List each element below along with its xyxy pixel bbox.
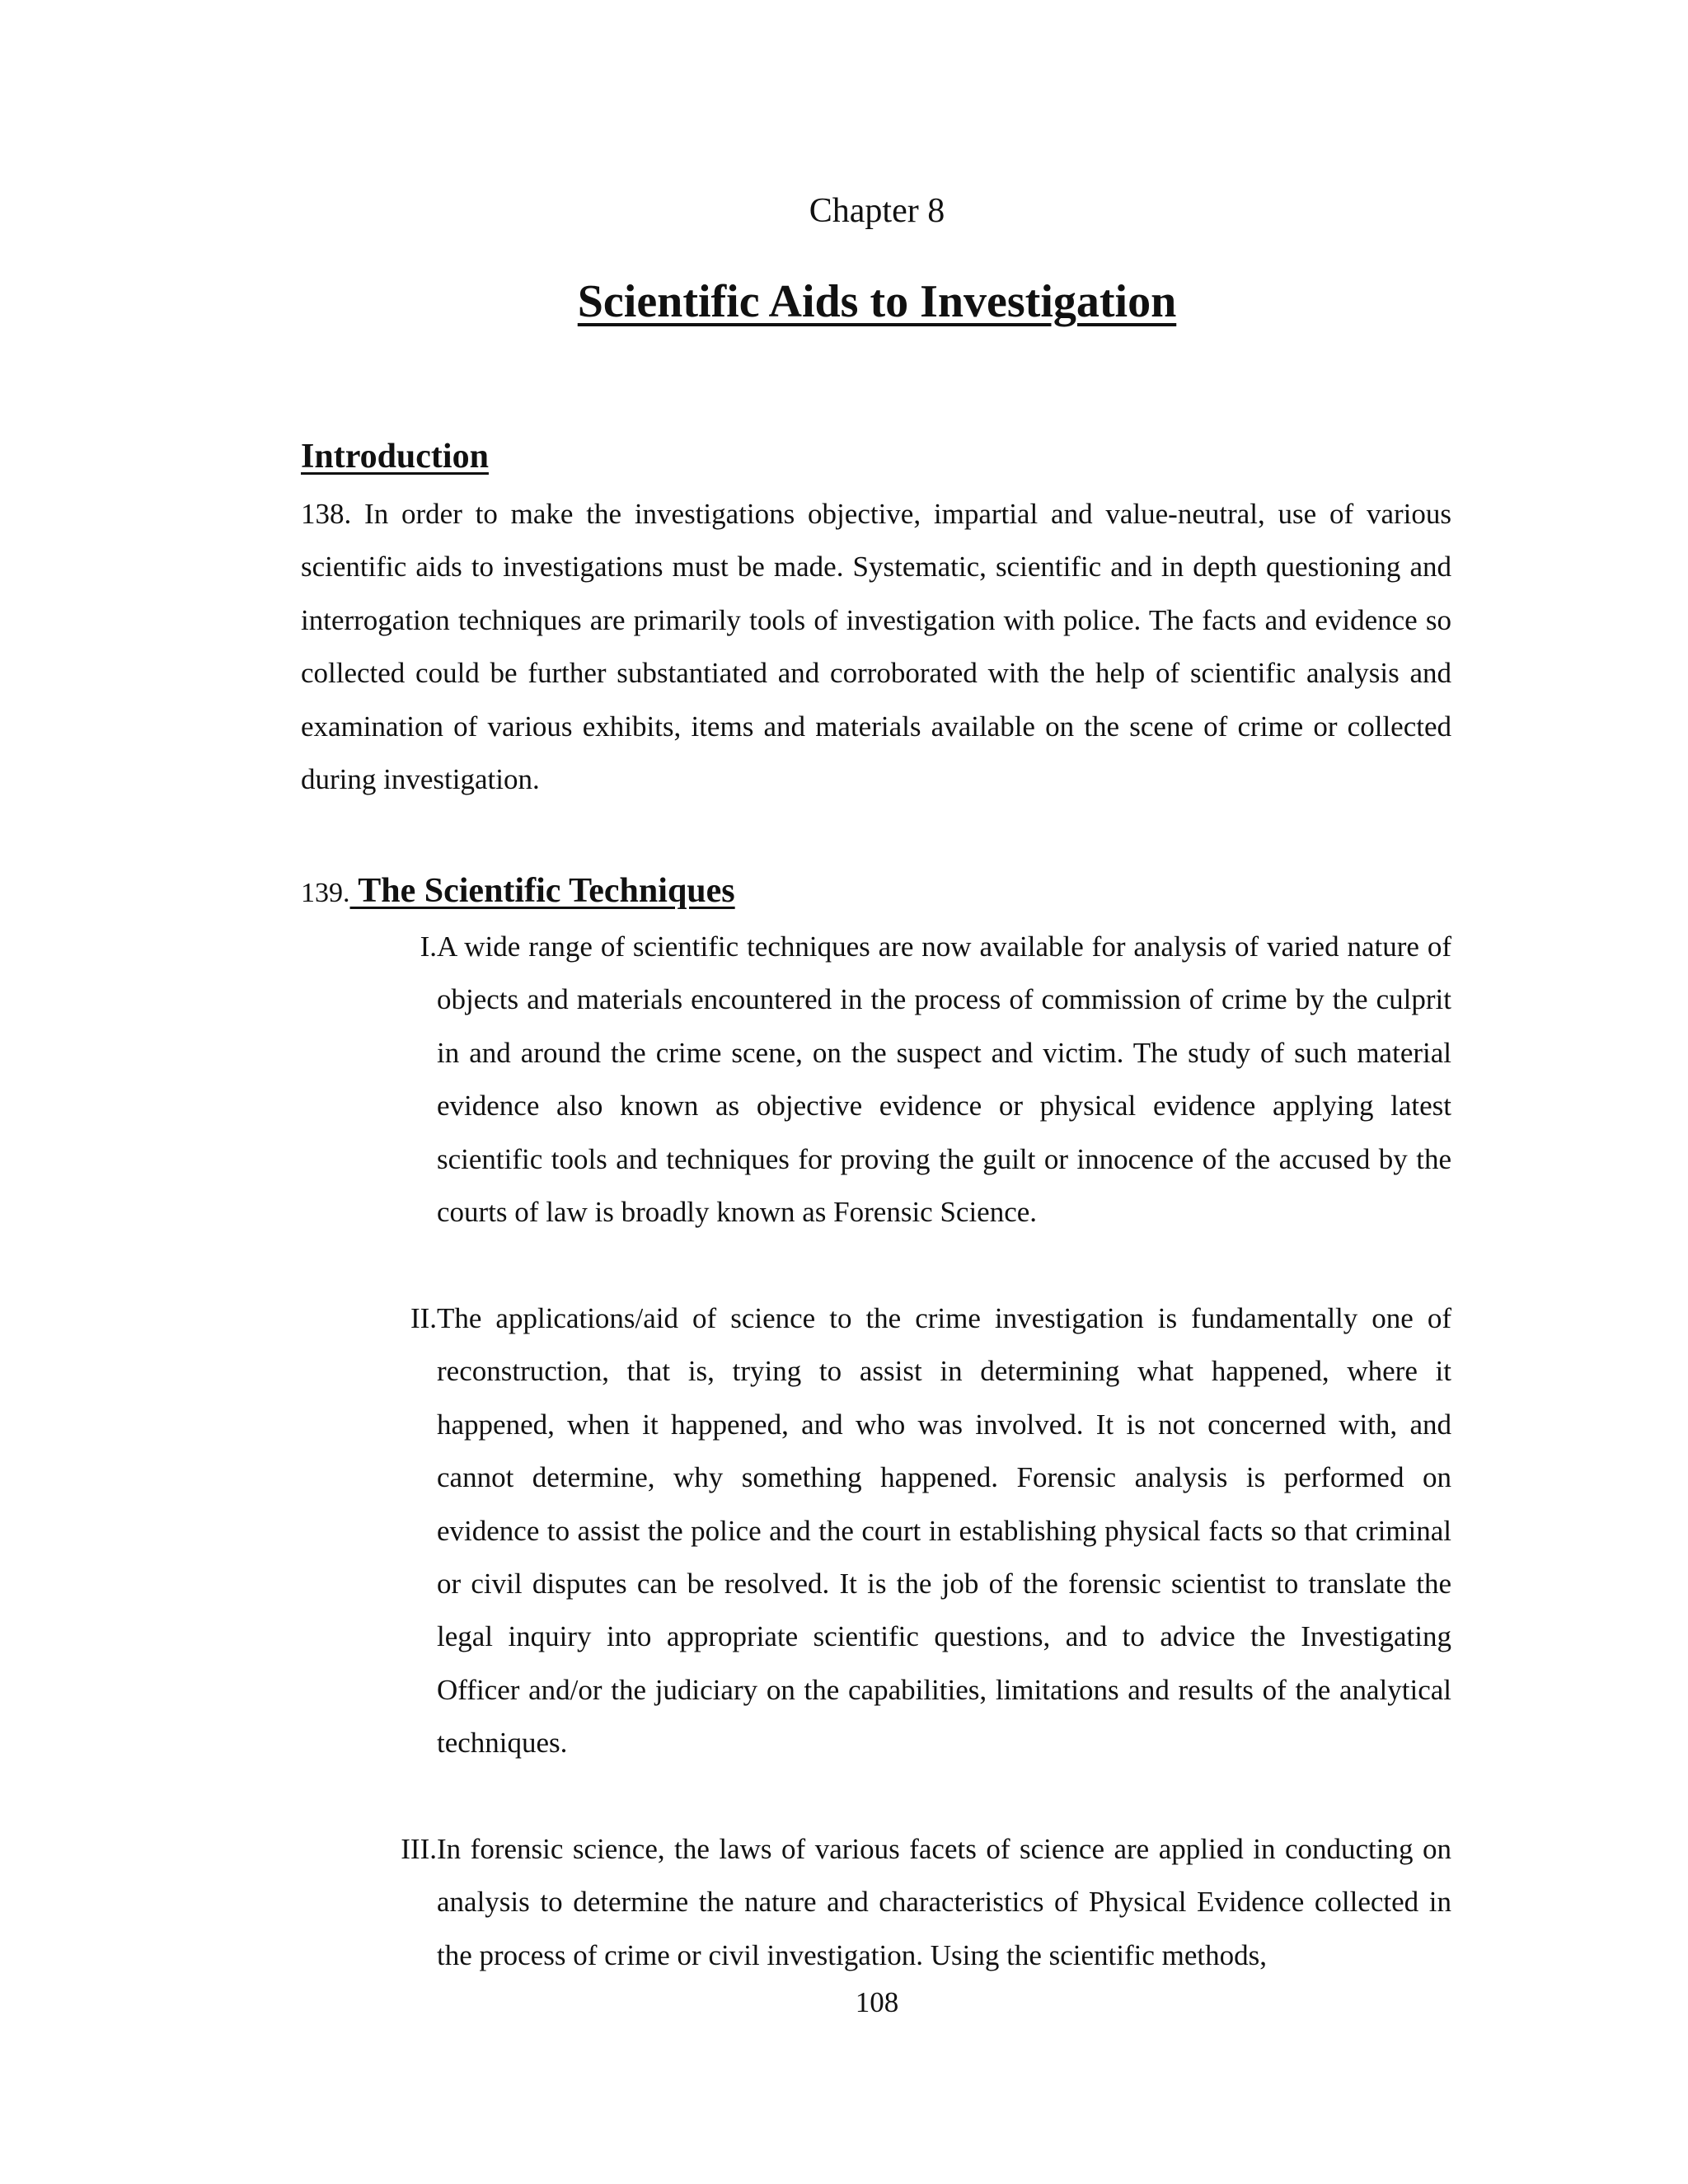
- list-marker: II.: [410, 1302, 437, 1334]
- list-item: [410, 1292, 1451, 1770]
- section-number: 139.: [301, 878, 350, 908]
- list-item-text: A wide range of scientific techniques are now available for analysis of varied nature of objects and materials encountered in the process of commission of crime by the culprit in and around the crime scene, on the suspect and victim. The study of such material evidence also known as objective evidence or physical evidence applying latest scientific tools and techniques for proving the guilt or innocence of the accused by the courts of law is broadly known as Forensic Science.: [437, 930, 1451, 1229]
- techniques-heading: [301, 868, 735, 916]
- list-marker: I.: [420, 930, 437, 963]
- techniques-heading-title: The Scientific Techniques: [349, 872, 735, 910]
- list-item: [420, 921, 1451, 1239]
- chapter-label: Chapter 8: [809, 192, 945, 230]
- list-item-text: In forensic science, the laws of various facets of science are applied in conducting on analysis to determine the nature and characteristics of Physical Evidence collected in the process of crime or civil investigation. Using the scientific methods,: [437, 1833, 1451, 1971]
- list-item: [401, 1823, 1451, 1982]
- page-number: 108: [855, 1986, 899, 2018]
- introduction-heading: Introduction: [301, 438, 489, 476]
- list-marker: III.: [401, 1833, 437, 1865]
- list-item-text: The applications/aid of science to the crime investigation is fundamentally one of reconstruction, that is, trying to assist in determining what happened, where it happened, when it happened, and who was involved. It is not concerned with, and cannot determine, why something happened. Forensic analysis is performed on evidence to assist the police and the court in establishing physical facts so that criminal or civil disputes can be resolved. It is the job of the forensic scientist to translate the legal inquiry into appropriate scientific questions, and to advice the Investigating Officer and/or the judiciary on the capabilities, limitations and results of the analytical techniques.: [437, 1302, 1451, 1760]
- chapter-title: Scientific Aids to Investigation: [577, 276, 1177, 327]
- paragraph-138: 138. In order to make the investigations objective, impartial and value-neutral, use of various scientific aids to investigations must be made. Systematic, scientific and in depth questioning and interrogation techniques are primarily tools of investigation with police. The facts and evidence so collected could be further substantiated and corroborated with the help of scientific analysis and examination of various exhibits, items and materials available on the scene of crime or collected during investigation.: [301, 498, 1451, 796]
